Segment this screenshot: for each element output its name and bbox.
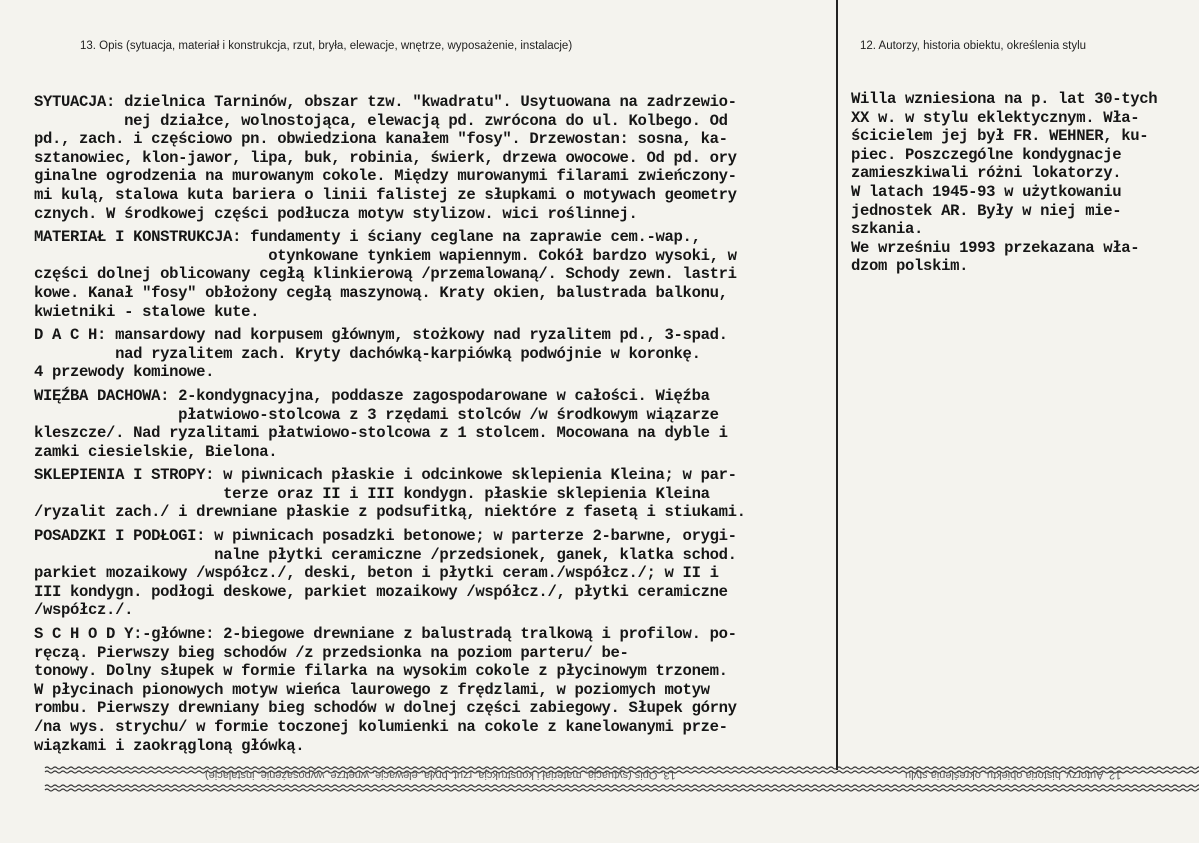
text-line: POSADZKI I PODŁOGI: w piwnicach posadzki betonowe; w parterze 2-barwne, orygi- [34, 527, 737, 546]
text-line: SYTUACJA: dzielnica Tarninów, obszar tzw. "kwadratu". Usytuowana na zadrzewio- [34, 93, 737, 111]
text-line: D A C H: mansardowy nad korpusem głównym, stożkowy nad ryzalitem pd., 3-spad. [34, 326, 728, 345]
text-line: kwietniki - stalowe kute. [34, 302, 260, 321]
text-line: części dolnej oblicowany cegłą klinkierową /przemalowaną/. Schody zewn. lastri [34, 265, 737, 284]
text-line: We wrześniu 1993 przekazana wła- [851, 238, 1140, 257]
text-line: pd., zach. i częściowo pn. obwiedziona kanałem "fosy". Drzewostan: sosna, ka- [34, 130, 728, 149]
text-line: piec. Poszczególne kondygnacje [851, 145, 1122, 164]
text-line: /ryzalit zach./ i drewniane płaskie z podsufitką, niektóre z fasetą i stiukami. [34, 503, 746, 522]
wave-line [45, 785, 1199, 787]
text-line: nalne płytki ceramiczne /przedsionek, ganek, klatka schod. [34, 545, 737, 564]
text-line: płatwiowo-stolcowa z 3 rzędami stolców /w środkowym wiązarze [34, 405, 719, 424]
text-line: ścicielem jej był FR. WEHNER, ku- [851, 127, 1149, 146]
text-line: wiązkami i zaokrągloną główką. [34, 736, 305, 755]
text-line: /współcz./. [34, 601, 134, 620]
text-line: zamieszkiwali różni lokatorzy. [851, 164, 1122, 183]
text-line: dzom polskim. [851, 257, 969, 276]
text-line: terze oraz II i III kondygn. płaskie sklepienia Kleina [34, 484, 710, 503]
section-13-header: 13. Opis (sytuacja, materiał i konstrukcja, rzut, bryła, elewacje, wnętrze, wyposażenie, instalacje) [80, 40, 573, 52]
text-line: parkiet mozaikowy /współcz./, deski, beton i płytki ceram./współcz./; w II i [34, 564, 719, 583]
mirrored-section-12-header: 12. Autorzy, historia obiektu, określenia stylu [905, 769, 1122, 781]
text-line: otynkowane tynkiem wapiennym. Cokół bardzo wysoki, w [34, 246, 737, 265]
text-line: cznych. W środkowej części podłucza motyw stylizow. wici roślinnej. [34, 204, 638, 223]
text-line: mi kulą, stalowa kuta bariera o linii falistej ze słupkami o motywach geometry [34, 185, 737, 204]
text-line: SKLEPIENIA I STROPY: w piwnicach płaskie i odcinkowe sklepienia Kleina; w par- [34, 466, 737, 485]
text-line: zamki ciesielskie, Bielona. [34, 442, 278, 461]
text-line: 4 przewody kominowe. [34, 363, 215, 382]
text-line: XX w. w stylu eklektycznym. Wła- [851, 108, 1140, 127]
text-line: szkania. [851, 220, 924, 239]
description-text [34, 93, 746, 755]
text-line: W latach 1945-93 w użytkowaniu [851, 182, 1122, 201]
text-line: nej działce, wolnostojąca, elewacją pd. zwrócona do ul. Kolbego. Od [34, 111, 728, 130]
text-line: sztanowiec, klon-jawor, lipa, buk, robinia, świerk, drzewa owocowe. Od pd. ory [34, 148, 737, 167]
text-line: S C H O D Y:-główne: 2-biegowe drewniane z balustradą tralkową i profilow. po- [34, 625, 737, 644]
text-line: tonowy. Dolny słupek w formie filarka na wysokim cokole z płycinowym trzonem. [34, 662, 728, 681]
text-line: W płycinach pionowych motyw wieńca laurowego z frędzlami, w poziomych motyw [34, 680, 710, 699]
text-line: III kondygn. podłogi deskowe, parkiet mozaikowy /współcz./, płytki ceramiczne [34, 582, 728, 601]
text-line: MATERIAŁ I KONSTRUKCJA: fundamenty i ściany ceglane na zaprawie cem.-wap., [34, 228, 701, 247]
text-line: /na wys. strychu/ w formie toczonej kolumienki na cokole z kanelowanymi prze- [34, 718, 728, 736]
text-line: ręczą. Pierwszy bieg schodów /z przedsionka na poziom parteru/ be- [34, 643, 629, 662]
text-line: kleszcze/. Nad ryzalitami płatwiowo-stolcowa z 1 stolcem. Mocowana na dyble i [34, 424, 728, 443]
text-line: kowe. Kanał "fosy" obłożony cegłą maszynową. Kraty okien, balustrada balkonu, [34, 283, 728, 302]
text-line: jednostek AR. Były w niej mie- [851, 201, 1122, 220]
wave-line [45, 789, 1199, 791]
history-text [851, 90, 1157, 276]
text-line: Willa wzniesiona na p. lat 30-tych [851, 90, 1158, 108]
column-divider [836, 0, 838, 770]
text-line: rombu. Pierwszy drewniany bieg schodów w dolnej części zabiegowy. Słupek górny [34, 699, 737, 718]
mirrored-section-13-header: 13. Opis (sytuacja, materiał i konstrukcja, rzut, bryła, elewacje, wnętrze, wyposażenie, instalacje) [205, 769, 676, 781]
text-line: nad ryzalitem zach. Kryty dachówką-karpiówką podwójnie w koronkę. [34, 344, 701, 363]
text-line: ginalne ogrodzenia na murowanym cokole. Między murowanymi filarami zwieńczony- [34, 167, 737, 186]
text-line: WIĘŹBA DACHOWA: 2-kondygnacyjna, poddasze zagospodarowane w całości. Więźba [34, 386, 710, 405]
section-12-header: 12. Autorzy, historia obiektu, określenia stylu [860, 40, 1087, 52]
